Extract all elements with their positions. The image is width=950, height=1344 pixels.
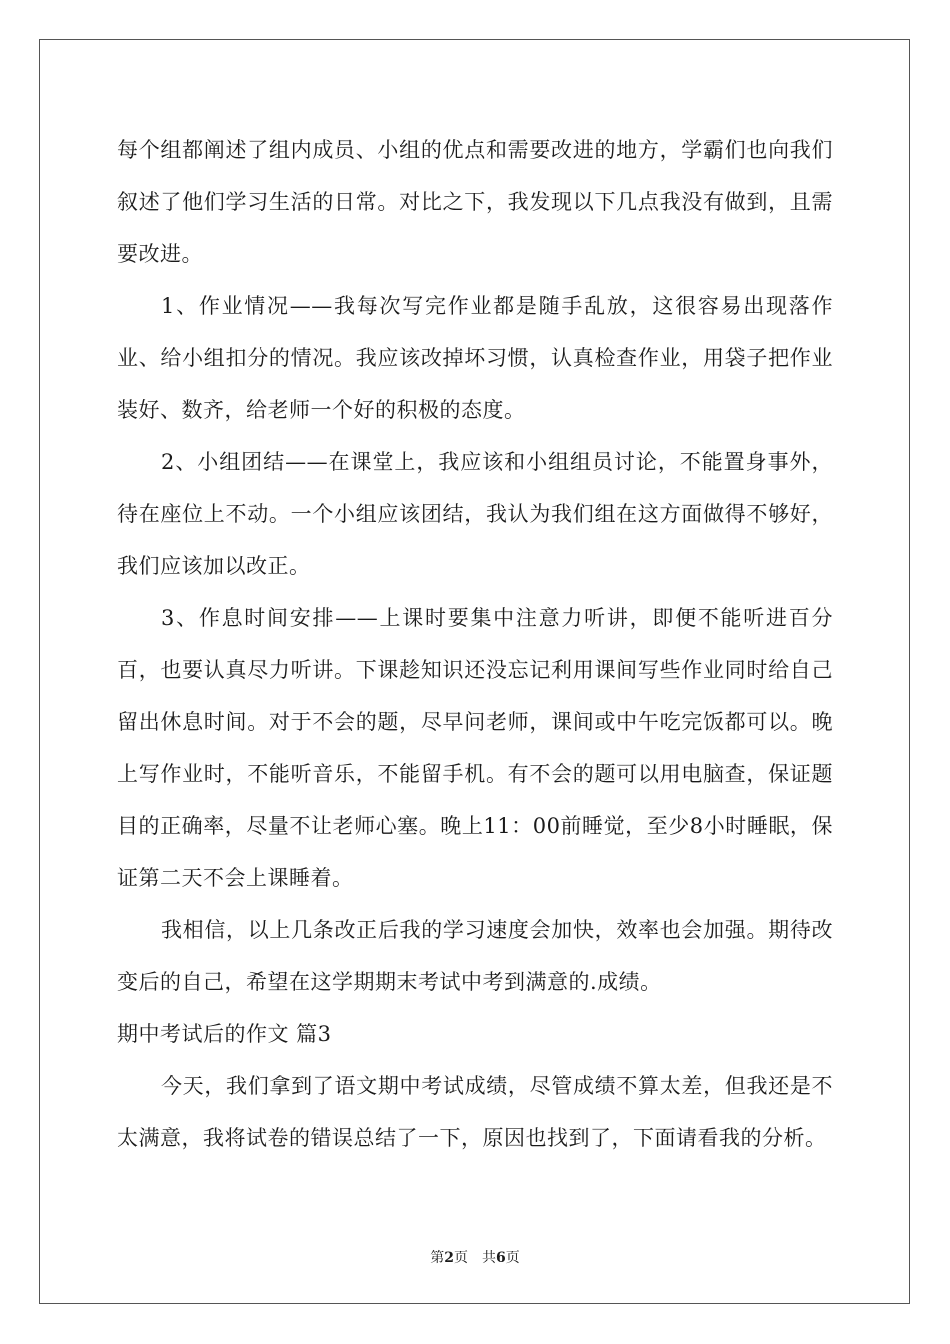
page-footer bbox=[0, 1247, 950, 1267]
total-suffix: 页 bbox=[505, 1250, 520, 1266]
paragraph-intro: 每个组都阐述了组内成员、小组的优点和需要改进的地方，学霸们也向我们叙述了他们学习生活的日常。对比之下，我发现以下几点我没有做到，且需要改进。 bbox=[117, 138, 833, 266]
total-pages: 6 bbox=[496, 1250, 506, 1266]
page-prefix: 第 bbox=[430, 1250, 445, 1266]
paragraph-item-1: 1、作业情况——我每次写完作业都是随手乱放，这很容易出现落作业、给小组扣分的情况。我应该改掉坏习惯，认真检查作业，用袋子把作业装好、数齐，给老师一个好的积极的态度。 bbox=[117, 294, 833, 422]
paragraph-item-2: 2、小组团结——在课堂上，我应该和小组组员讨论，不能置身事外，待在座位上不动。一个小组应该团结，我认为我们组在这方面做得不够好，我们应该加以改正。 bbox=[117, 450, 833, 578]
section-heading: 期中考试后的作文 篇3 bbox=[117, 1022, 332, 1046]
page-suffix: 页 bbox=[454, 1250, 468, 1266]
paragraph-item-3: 3、作息时间安排——上课时要集中注意力听讲，即便不能听进百分百，也要认真尽力听讲。下课趁知识还没忘记利用课间写些作业同时给自己留出休息时间。对于不会的题，尽早问老师，课间或中午吃完饭都可以。晚上写作业时，不能听音乐，不能留手机。有不会的题可以用电脑查，保证题目的正确率，尽量不让老师心塞。晚上11：00前睡觉，至少8小时睡眠，保证第二天不会上课睡着。 bbox=[117, 606, 833, 890]
paragraph-conclusion: 我相信，以上几条改正后我的学习速度会加快，效率也会加强。期待改变后的自己，希望在这学期期末考试中考到满意的.成绩。 bbox=[117, 918, 833, 994]
total-prefix: 共 bbox=[482, 1250, 496, 1266]
document-body bbox=[117, 124, 833, 1164]
page-number: 2 bbox=[444, 1250, 454, 1266]
paragraph-section-3-intro: 今天，我们拿到了语文期中考试成绩，尽管成绩不算太差，但我还是不太满意，我将试卷的错误总结了一下，原因也找到了，下面请看我的分析。 bbox=[117, 1074, 833, 1150]
